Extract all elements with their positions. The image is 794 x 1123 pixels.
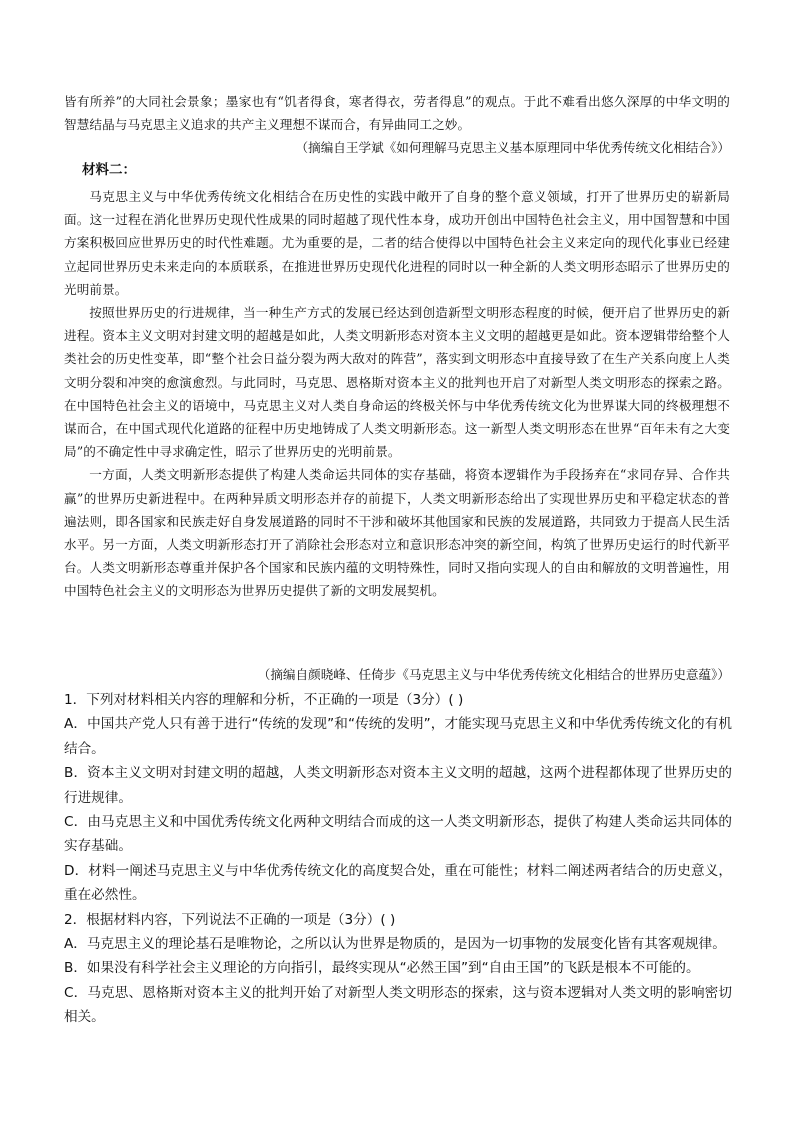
question-1: [64, 688, 732, 908]
question-2: [64, 908, 732, 1030]
option-a: A．马克思主义的理论基石是唯物论，之所以认为世界是物质的，是因为一切事物的发展变化皆有其客观规律。: [64, 936, 726, 953]
option-c: C．由马克思主义和中国优秀传统文化两种文明结合而成的这一人类文明新形态，提供了构建人类命运共同体的实存基础。: [64, 814, 732, 855]
material2-body: [64, 185, 730, 603]
question-list: [64, 688, 732, 1030]
option-a: A．中国共产党人只有善于进行“传统的发现”和“传统的发明”，才能实现马克思主义和中华优秀传统文化的有机结合。: [64, 716, 732, 757]
material2-heading: 材料二：: [82, 162, 136, 178]
question-stem: 1．下列对材料相关内容的理解和分析，不正确的一项是（3分）( ): [64, 692, 464, 708]
material2-source: （摘编自颜晓峰、任倚步《马克思主义与中华优秀传统文化相结合的世界历史意蕴》）: [257, 667, 730, 682]
option-c: C．马克思、恩格斯对资本主义的批判开始了对新型人类文明形态的探索，这与资本逻辑对人类文明的影响密切相关。: [64, 984, 732, 1026]
option-b: B．资本主义文明对封建文明的超越，人类文明新形态对资本主义文明的超越，这两个进程都体现了世界历史的行进规律。: [64, 765, 732, 806]
material1-source: （摘编自王学斌《如何理解马克思主义基本原理同中华优秀传统文化相结合》）: [295, 140, 730, 155]
question-stem: 2．根据材料内容，下列说法不正确的一项是（3分）( ): [64, 911, 396, 928]
option-b: B．如果没有科学社会主义理论的方向指引，最终实现从“必然王国”到“自由王国”的飞跃是根本不可能的。: [64, 960, 700, 977]
material2-paragraph: 马克思主义与中华优秀传统文化相结合在历史性的实践中敞开了自身的整个意义领域，打开了世界历史的崭新局面。这一过程在消化世界历史现代性成果的同时超越了现代性本身，成功开创出中国特色社会主义，用中国智慧和中国方案积极回应世界历史的时代性难题。尤为重要的是，二者的结合使得以中国特色社会主义来定向的现代化事业已经建立起同世界历史未来走向的本质联系，在推进世界历史现代化进程的同时以一种全新的人类文明形态昭示了世界历史的光明前景。: [64, 189, 730, 297]
option-d: D．材料一阐述马克思主义与中华优秀传统文化的高度契合处，重在可能性；材料二阐述两者结合的历史意义，重在必然性。: [64, 862, 732, 904]
material1-tail-paragraph: 皆有所养”的大同社会景象；墨家也有“饥者得食，寒者得衣，劳者得息”的观点。于此不难看出悠久深厚的中华文明的智慧结晶与马克思主义追求的共产主义理想不谋而合，有异曲同工之妙。: [64, 94, 730, 133]
material2-paragraph: 一方面，人类文明新形态提供了构建人类命运共同体的实存基础，将资本逻辑作为手段扬弃在“求同存异、合作共赢”的世界历史新进程中。在两种异质文明形态并存的前提下，人类文明新形态给出了实现世界历史和平稳定状态的普遍法则，即各国家和民族走好自身发展道路的同时不干涉和破坏其他国家和民族的发展道路，共同致力于提高人民生活水平。另一方面，人类文明新形态打开了消除社会形态对立和意识形态冲突的新空间，构筑了世界历史运行的时代新平台。人类文明新形态尊重并保护各个国家和民族内蕴的文明特殊性，同时又指向实现人的自由和解放的文明普遍性，用中国特色社会主义的文明形态为世界历史提供了新的文明发展契机。: [64, 467, 730, 599]
material2-paragraph: 按照世界历史的行进规律，当一种生产方式的发展已经达到创造新型文明形态程度的时候，便开启了世界历史的新进程。资本主义文明对封建文明的超越是如此，人类文明新形态对资本主义文明的超越更是如此。资本逻辑带给整个人类社会的历史性变革，即“整个社会日益分裂为两大敌对的阵营”，落实到文明形态中直接导致了在生产关系向度上人类文明分裂和冲突的愈演愈烈。与此同时，马克思、恩格斯对资本主义的批判也开启了对新型人类文明形态的探索之路。在中国特色社会主义的语境中，马克思主义对人类自身命运的终极关怀与中华优秀传统文化为世界谋大同的终极理想不谋而合，在中国式现代化道路的征程中历史地铸成了人类文明新形态。这一新型人类文明形态在世界“百年未有之大变局”的不确定性中寻求确定性，昭示了世界历史的光明前景。: [64, 305, 730, 460]
